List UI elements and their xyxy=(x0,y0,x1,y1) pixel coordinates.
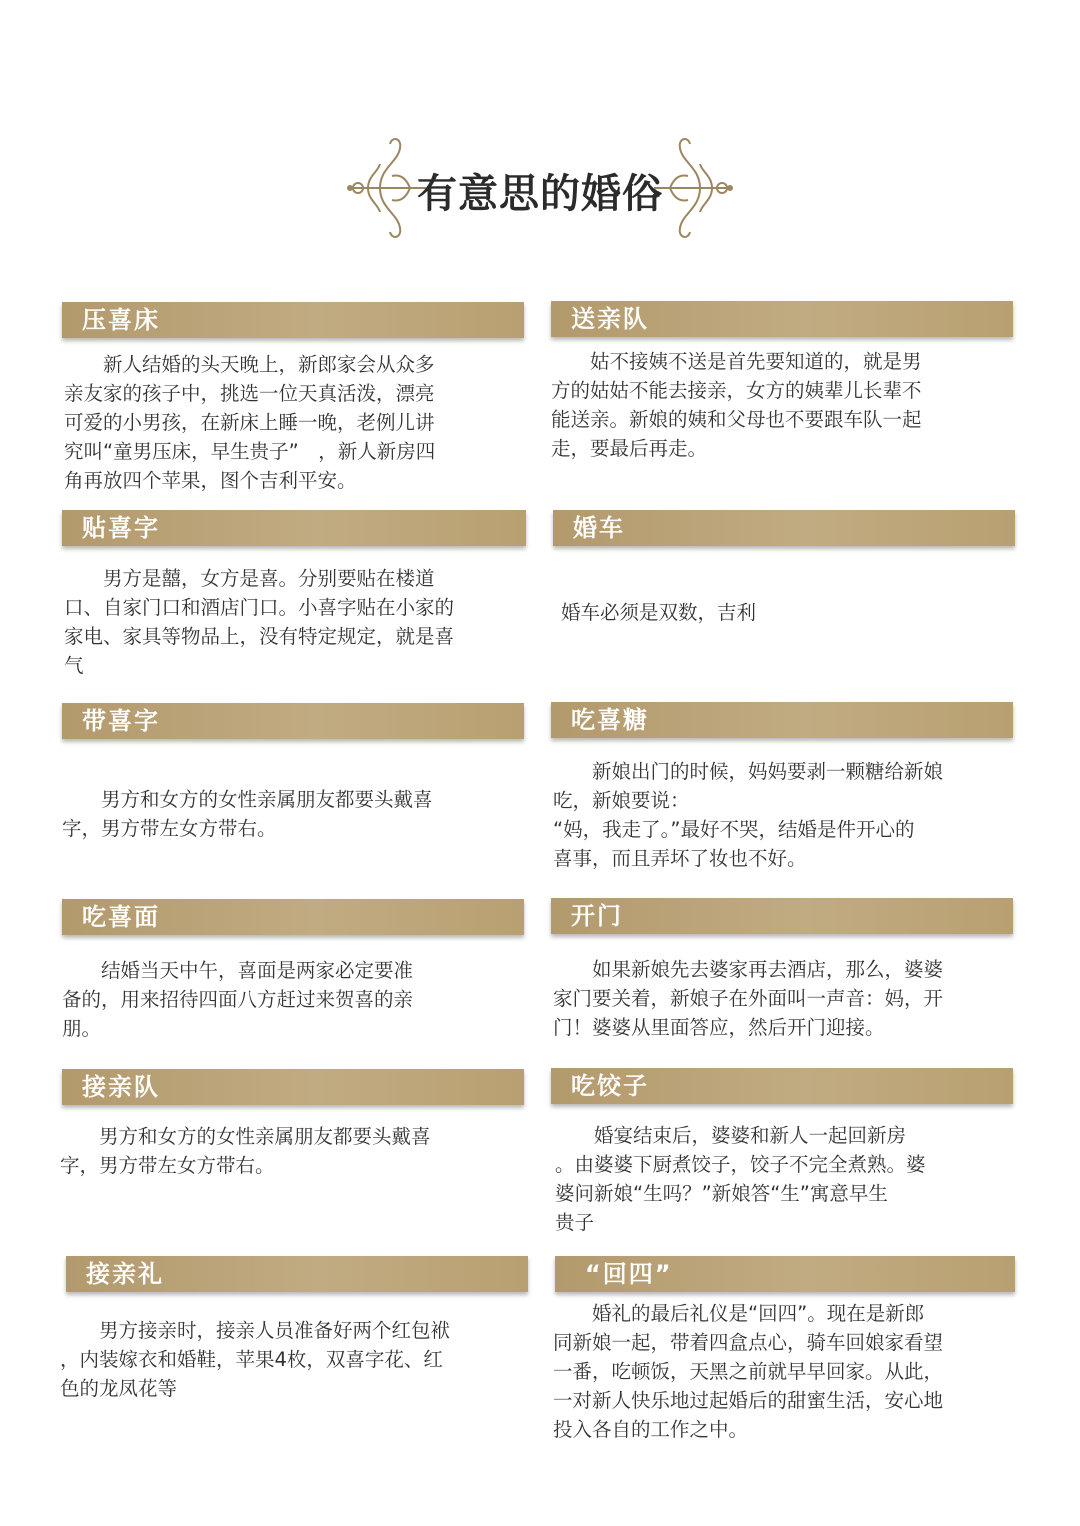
section-heading: 吃喜面 xyxy=(82,903,160,931)
section-heading: 吃饺子 xyxy=(571,1072,649,1100)
section-heading-band xyxy=(62,899,524,935)
section-chi-jiao-zi xyxy=(551,1068,1013,1234)
section-tie-xi-zi xyxy=(62,510,526,677)
section-song-qin-dui xyxy=(551,301,1013,460)
section-body: 新娘出门的时候，妈妈要剥一颗糖给新娘 吃，新娘要说： “妈，我走了。”最好不哭，结婚是件开心的 喜事，而且弄坏了妆也不好。 xyxy=(553,760,944,870)
section-heading: 接亲队 xyxy=(82,1073,160,1101)
section-kai-men xyxy=(551,898,1013,1039)
section-heading: “回四” xyxy=(585,1260,673,1288)
section-heading: 接亲礼 xyxy=(86,1260,164,1288)
section-heading-band xyxy=(66,1256,528,1292)
title-banner xyxy=(340,132,740,244)
section-hui-si xyxy=(553,1256,1015,1441)
section-heading-band xyxy=(62,302,524,338)
section-heading-band xyxy=(553,510,1015,546)
section-dai-xi-zi xyxy=(62,703,524,840)
section-jie-qin-li xyxy=(60,1256,528,1400)
section-heading: 压喜床 xyxy=(82,306,160,334)
section-body: 姑不接姨不送是首先要知道的，就是男 方的姑姑不能去接亲，女方的姨辈儿长辈不 能送亲。新娘的姨和父母也不要跟车队一起 走，要最后再走。 xyxy=(551,350,922,460)
section-body: 如果新娘先去婆家再去酒店，那么，婆婆 家门要关着，新娘子在外面叫一声音：妈，开 门！婆婆从里面答应，然后开门迎接。 xyxy=(553,958,944,1039)
section-chi-xi-tang xyxy=(551,702,1013,870)
section-body: 婚车必须是双数，吉利 xyxy=(561,601,757,624)
section-ya-xi-chuang xyxy=(62,302,524,492)
section-heading-band xyxy=(62,703,524,739)
section-jie-qin-dui xyxy=(60,1069,524,1177)
section-heading-band xyxy=(62,1069,524,1105)
flourish-ornament-icon xyxy=(650,132,740,244)
section-heading: 送亲队 xyxy=(571,305,649,333)
section-chi-xi-mian xyxy=(62,899,524,1040)
section-body: 男方是囍，女方是喜。分别要贴在楼道 口、自家门口和酒店门口。小喜字贴在小家的 家电、家具等物品上，没有特定规定，就是喜 气 xyxy=(64,567,455,677)
section-body: 婚礼的最后礼仪是“回四”。现在是新郎 同新娘一起，带着四盒点心，骑车回娘家看望 一番，吃顿饭，天黑之前就早早回家。从此， 一对新人快乐地过起婚后的甜蜜生活，安心地 投入各自的工作之中。 xyxy=(553,1302,944,1441)
section-heading: 贴喜字 xyxy=(82,514,160,542)
section-heading-band xyxy=(551,301,1013,337)
section-heading: 吃喜糖 xyxy=(571,706,649,734)
section-heading-band xyxy=(555,1256,1015,1292)
section-body: 男方和女方的女性亲属朋友都要头戴喜 字，男方带左女方带右。 xyxy=(62,788,433,840)
page-title: 有意思的婚俗 xyxy=(417,171,663,217)
section-heading-band xyxy=(62,510,526,546)
section-heading: 开门 xyxy=(571,902,623,930)
section-heading-band xyxy=(551,1068,1013,1104)
section-heading: 带喜字 xyxy=(82,707,160,735)
section-body: 结婚当天中午，喜面是两家必定要准 备的，用来招待四面八方赶过来贺喜的亲 朋。 xyxy=(62,959,414,1040)
section-heading-band xyxy=(551,898,1013,934)
section-body: 婚宴结束后，婆婆和新人一起回新房 。由婆婆下厨煮饺子，饺子不完全煮熟。婆 婆问新娘“生吗？”新娘答“生”寓意早生 贵子 xyxy=(555,1124,926,1234)
section-body: 男方和女方的女性亲属朋友都要头戴喜 字，男方带左女方带右。 xyxy=(60,1125,431,1177)
section-heading: 婚车 xyxy=(573,514,625,542)
section-hun-che xyxy=(553,510,1015,624)
section-heading-band xyxy=(551,702,1013,738)
section-body: 男方接亲时，接亲人员准备好两个红包袱 ，内装嫁衣和婚鞋，苹果4枚，双喜字花、红 色的龙凤花等 xyxy=(60,1319,451,1400)
section-body: 新人结婚的头天晚上，新郎家会从众多 亲友家的孩子中，挑选一位天真活泼，漂亮 可爱的小男孩，在新床上睡一晚，老例儿讲 究叫“童男压床，早生贵子” ，新人新房四 角再放四个苹果，图个吉利平安。 xyxy=(64,353,436,492)
